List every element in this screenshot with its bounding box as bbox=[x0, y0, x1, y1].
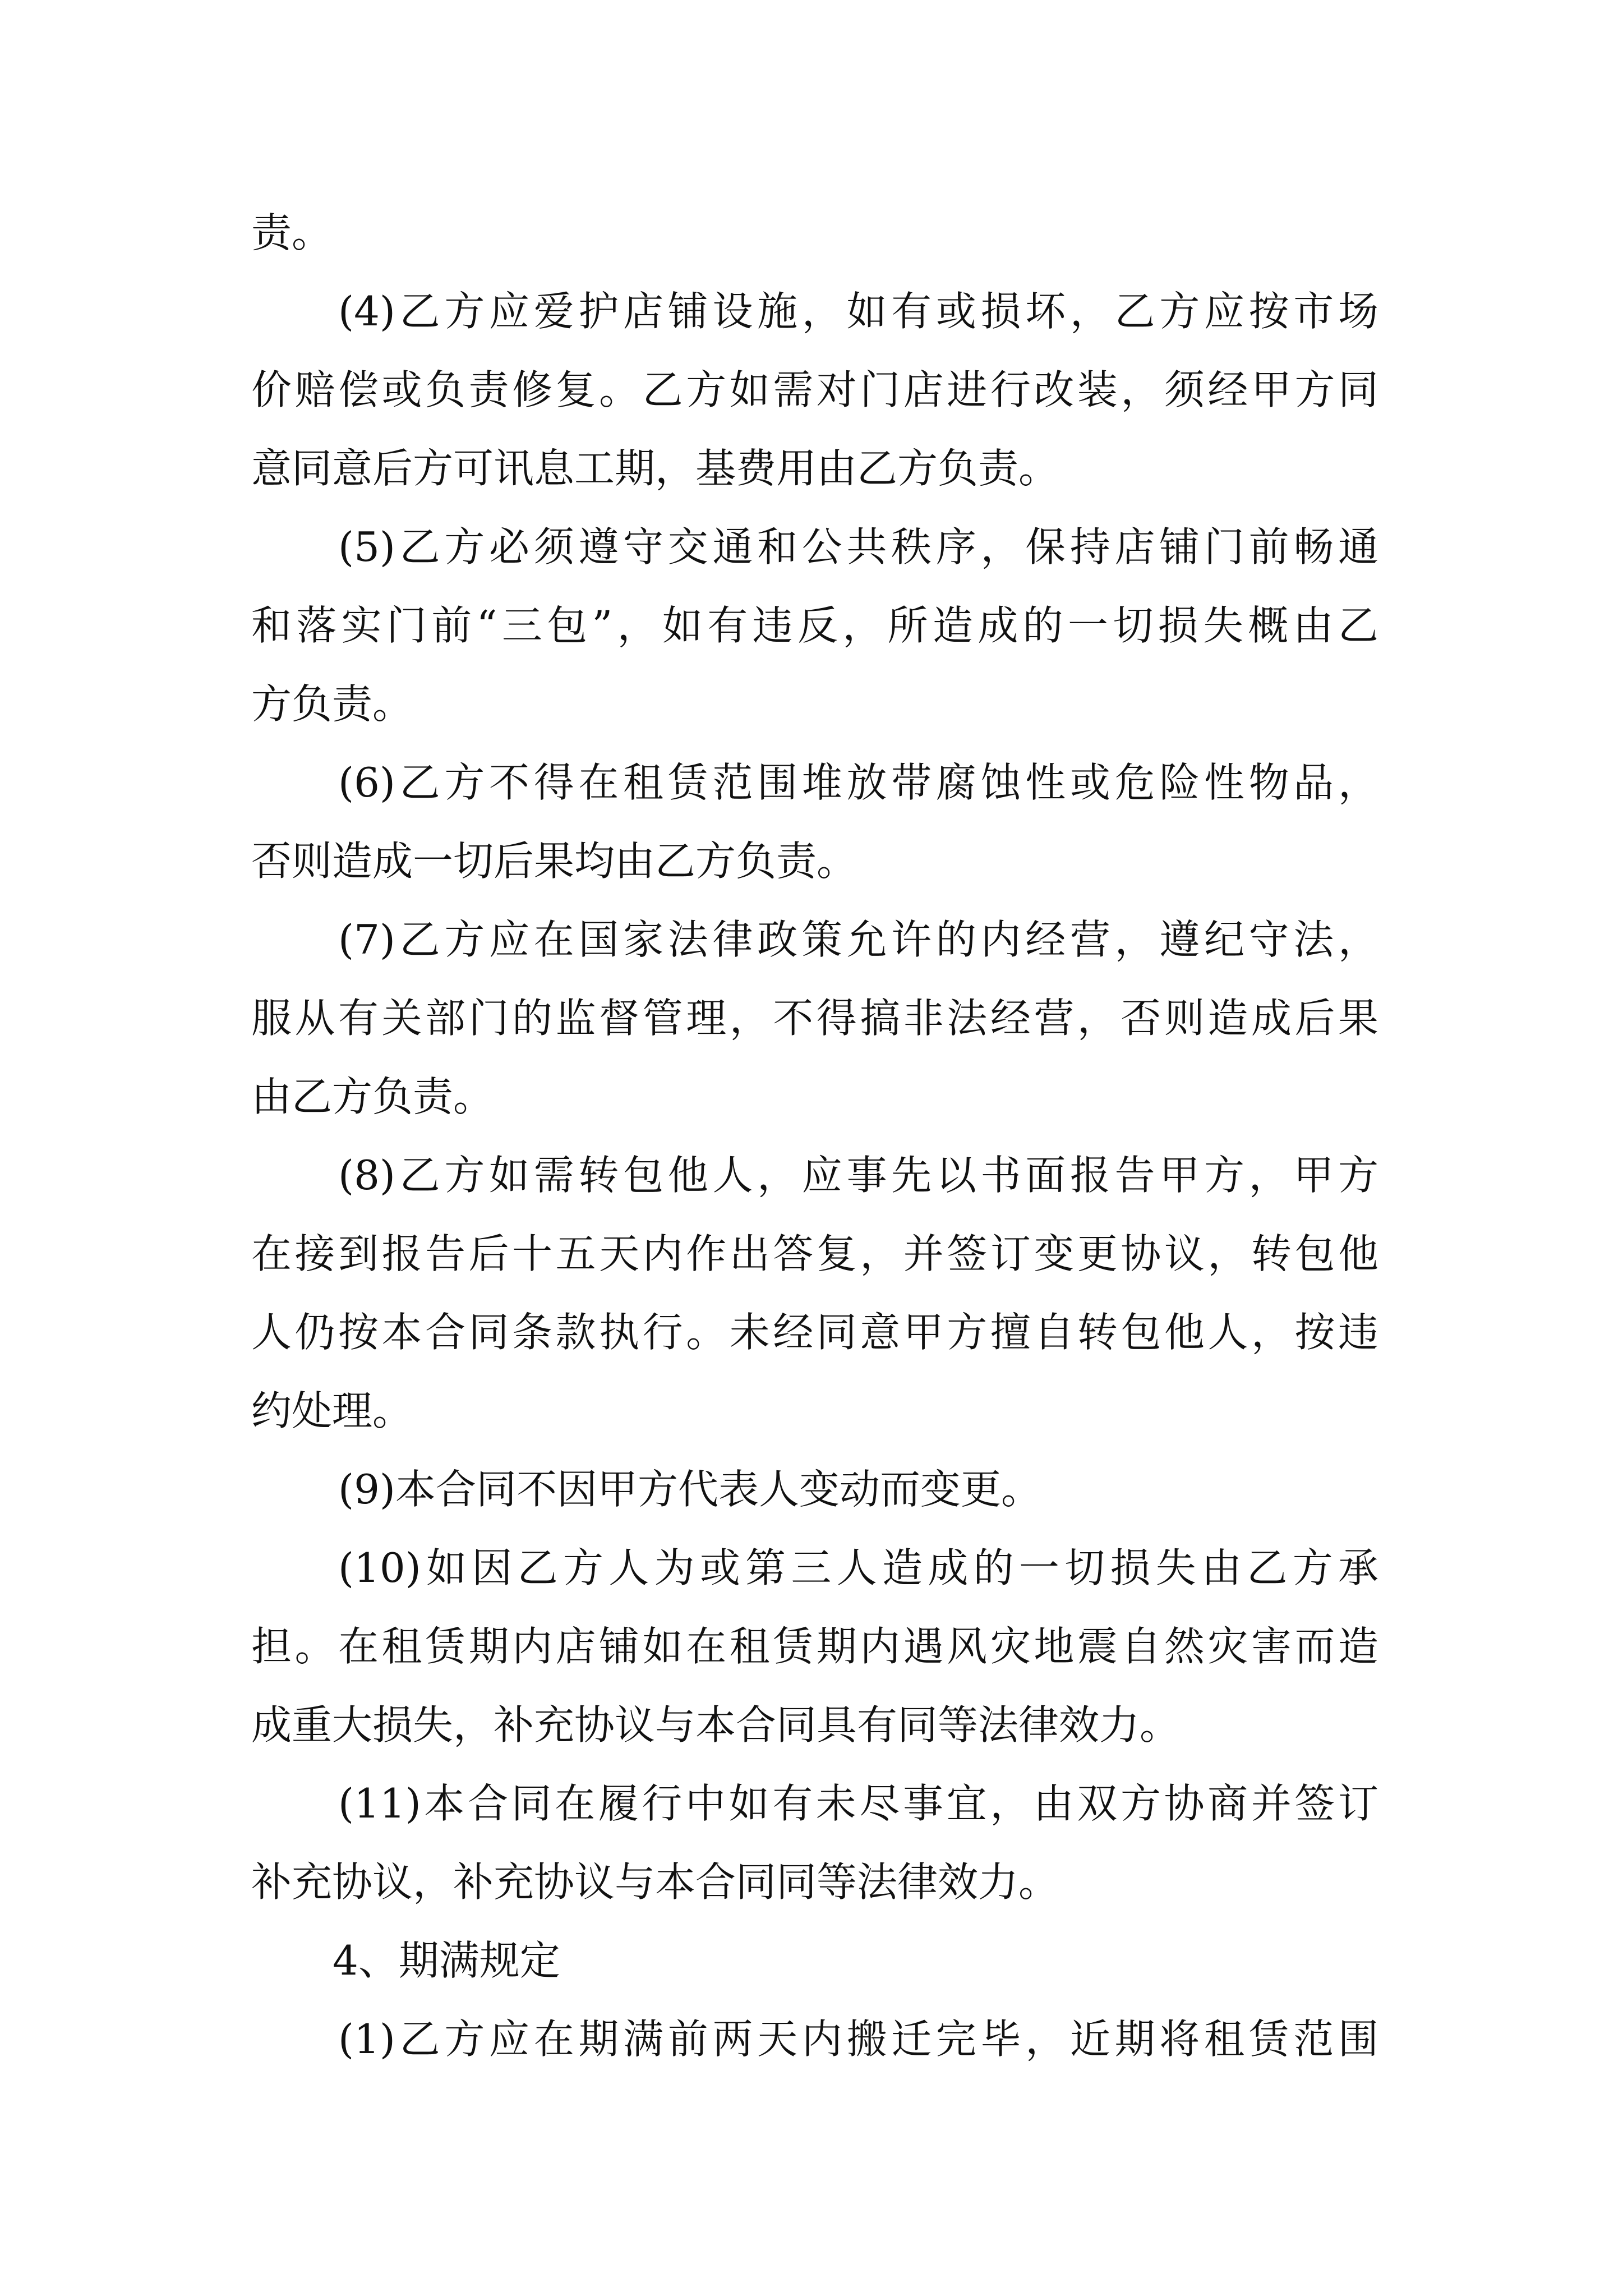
text-line: (8)乙方如需转包他人，应事先以书面报告甲方，甲方 bbox=[338, 1152, 1378, 1199]
text-line: 约处理。 bbox=[251, 1387, 413, 1434]
text-line: (10)如因乙方人为或第三人造成的一切损失由乙方承 bbox=[338, 1544, 1378, 1591]
text-line: 责。 bbox=[251, 209, 333, 256]
text-line: 和落实门前“三包”，如有违反，所造成的一切损失概由乙 bbox=[251, 602, 1378, 649]
text-line: (5)乙方必须遵守交通和公共秩序，保持店铺门前畅通 bbox=[338, 523, 1378, 570]
text-line: (4)乙方应爱护店铺设施，如有或损坏，乙方应按市场 bbox=[338, 288, 1378, 335]
text-line: (7)乙方应在国家法律政策允许的内经营，遵纪守法， bbox=[338, 916, 1378, 963]
text-line: 担。在租赁期内店铺如在租赁期内遇风灾地震自然灾害而造 bbox=[251, 1623, 1378, 1670]
text-line: 方负责。 bbox=[251, 680, 413, 728]
text-line: 服从有关部门的监督管理，不得搞非法经营，否则造成后果 bbox=[251, 995, 1378, 1042]
document-body bbox=[251, 194, 1378, 2078]
text-line: 在接到报告后十五天内作出答复，并签订变更协议，转包他 bbox=[251, 1230, 1378, 1277]
text-line: 由乙方负责。 bbox=[251, 1073, 494, 1120]
text-line: (1)乙方应在期满前两天内搬迁完毕，近期将租赁范围 bbox=[338, 2016, 1378, 2063]
section-heading: 4、期满规定 bbox=[333, 1937, 560, 1984]
text-line: 补充协议，补充协议与本合同同等法律效力。 bbox=[251, 1858, 1059, 1906]
text-line: (11)本合同在履行中如有未尽事宜，由双方协商并签订 bbox=[338, 1780, 1378, 1827]
text-line: 人仍按本合同条款执行。未经同意甲方擅自转包他人，按违 bbox=[251, 1309, 1378, 1356]
text-line: (6)乙方不得在租赁范围堆放带腐蚀性或危险性物品， bbox=[338, 759, 1378, 806]
text-line: 否则造成一切后果均由乙方负责。 bbox=[251, 838, 857, 885]
text-line: (9)本合同不因甲方代表人变动而变更。 bbox=[338, 1466, 1041, 1513]
text-line: 成重大损失，补充协议与本合同具有同等法律效力。 bbox=[251, 1701, 1181, 1749]
text-line: 价赔偿或负责修复。乙方如需对门店进行改装，须经甲方同 bbox=[251, 366, 1378, 413]
text-line: 意同意后方可讯息工期，基费用由乙方负责。 bbox=[251, 445, 1059, 492]
